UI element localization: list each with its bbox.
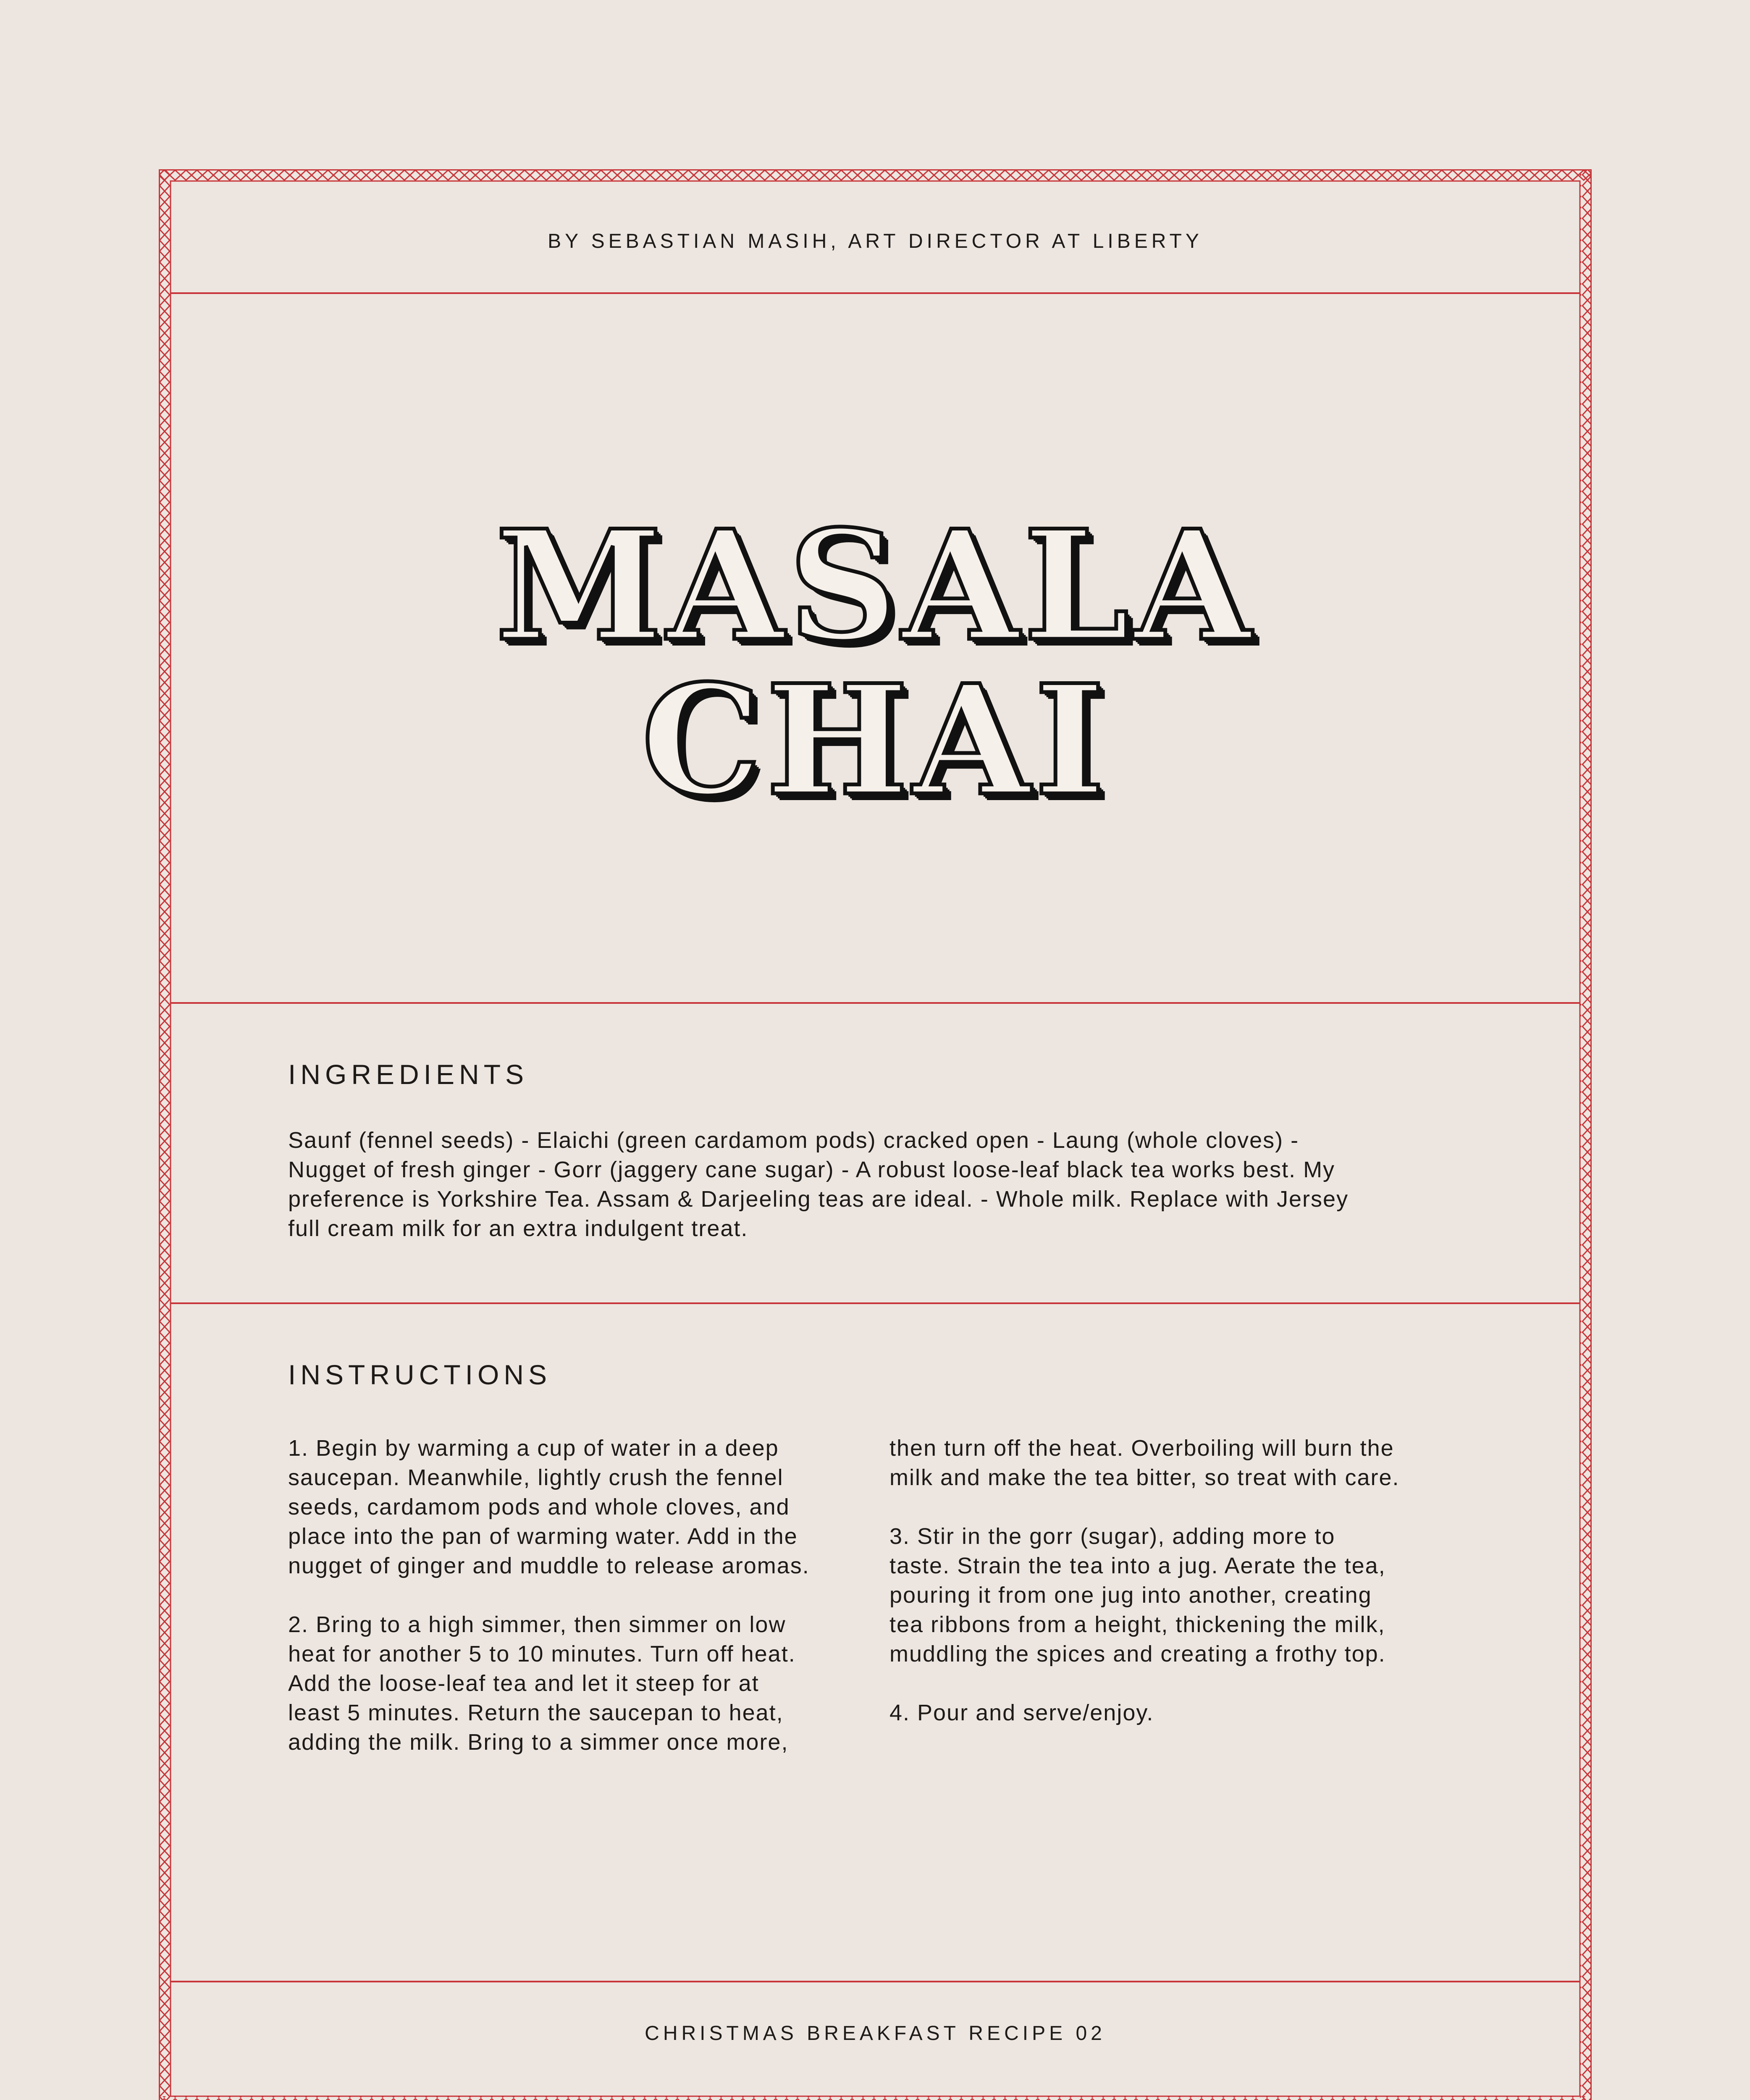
divider-ingredients-bottom	[170, 1302, 1580, 1304]
divider-title-bottom	[170, 1002, 1580, 1004]
title-line-1: MASALA	[495, 497, 1255, 675]
instructions-column-left: 1. Begin by warming a cup of water in a deep saucepan. Meanwhile, lightly crush the fennel seeds, cardamom pods and whole cloves, and place into the pan of warming water. Add in the nugget of ginger and muddle to release aromas. 2. Bring to a high simmer, then simmer on low heat for another 5 to 10 minutes. Turn off heat. Add the loose-leaf tea and let it steep for at least 5 minutes. Return the saucepan to heat, adding the milk. Bring to a simmer once more,	[288, 1436, 810, 1755]
instructions-heading: INSTRUCTIONS	[288, 1359, 551, 1390]
title-line-2: CHAI	[641, 651, 1110, 829]
recipe-title	[170, 497, 1580, 829]
author-byline: BY SEBASTIAN MASIH, ART DIRECTOR AT LIBERTY	[548, 230, 1203, 252]
divider-top	[170, 292, 1580, 294]
divider-footer-top	[170, 1981, 1580, 1982]
footer-label: CHRISTMAS BREAKFAST RECIPE 02	[645, 2022, 1106, 2045]
instructions-column-right: then turn off the heat. Overboiling will burn the milk and make the tea bitter, so treat with care. 3. Stir in the gorr (sugar), adding more to taste. Strain the tea into a jug. Aerate the tea, pouring it from one jug into another, creating tea ribbons from a height, thickening the milk, muddling the spices and creating a frothy top. 4. Pour and serve/enjoy.	[889, 1436, 1400, 1725]
ingredients-text: Saunf (fennel seeds) - Elaichi (green cardamom pods) cracked open - Laung (whole cloves) - Nugget of fresh ginger - Gorr (jaggery cane sugar) - A robust loose-leaf black tea works best. My preference is Yorkshire Tea. Assam & Darjeeling teas are ideal. - Whole milk. Replace with Jersey full cream milk for an extra indulgent treat.	[288, 1128, 1349, 1241]
ingredients-heading: INGREDIENTS	[288, 1059, 529, 1090]
